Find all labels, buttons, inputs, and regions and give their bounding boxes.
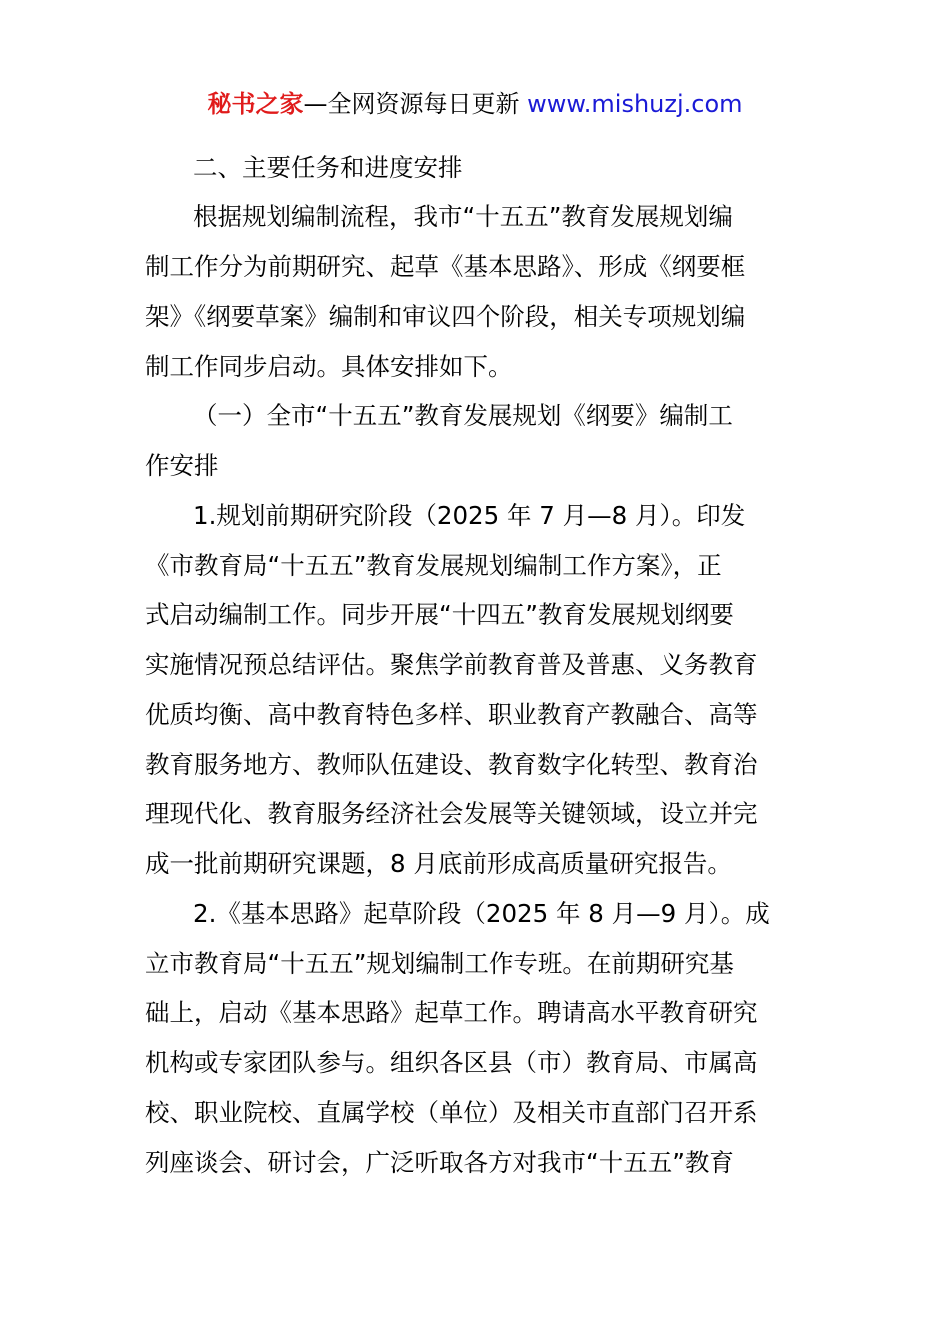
paragraph-line: 《市教育局“十五五”教育发展规划编制工作方案》，正 [145, 551, 722, 580]
section-heading: 二、主要任务和进度安排 [193, 153, 463, 182]
paragraph-line: 制工作同步启动。具体安排如下。 [145, 352, 513, 381]
site-tagline: —全网资源每日更新 [303, 90, 528, 118]
site-url-link[interactable]: www.mishuzj.com [527, 90, 743, 118]
paragraph-line: 式启动编制工作。同步开展“十四五”教育发展规划纲要 [145, 600, 734, 629]
paragraph-line: 2.《基本思路》起草阶段（2025 年 8 月—9 月）。成 [193, 899, 770, 928]
subsection-heading: （一）全市“十五五”教育发展规划《纲要》编制工 [193, 401, 733, 430]
paragraph-line: 1.规划前期研究阶段（2025 年 7 月—8 月）。印发 [193, 501, 746, 530]
paragraph-line: 成一批前期研究课题，8 月底前形成高质量研究报告。 [145, 849, 732, 878]
subsection-heading-continued: 作安排 [145, 451, 219, 480]
paragraph-line: 教育服务地方、教师队伍建设、教育数字化转型、教育治 [145, 750, 758, 779]
paragraph-line: 立市教育局“十五五”规划编制工作专班。在前期研究基 [145, 949, 734, 978]
site-brand: 秘书之家 [207, 90, 304, 118]
paragraph-line: 实施情况预总结评估。聚焦学前教育普及普惠、义务教育 [145, 650, 758, 679]
paragraph-line: 制工作分为前期研究、起草《基本思路》、形成《纲要框 [145, 252, 746, 281]
paragraph-line: 理现代化、教育服务经济社会发展等关键领域，设立并完 [145, 799, 758, 828]
paragraph-line: 优质均衡、高中教育特色多样、职业教育产教融合、高等 [145, 700, 758, 729]
paragraph-line: 列座谈会、研讨会，广泛听取各方对我市“十五五”教育 [145, 1148, 734, 1177]
site-header [0, 86, 950, 122]
paragraph-line: 机构或专家团队参与。组织各区县（市）教育局、市属高 [145, 1048, 758, 1077]
paragraph-line: 架》《纲要草案》编制和审议四个阶段，相关专项规划编 [145, 302, 746, 331]
paragraph-line: 校、职业院校、直属学校（单位）及相关市直部门召开系 [145, 1098, 758, 1127]
paragraph-line: 根据规划编制流程，我市“十五五”教育发展规划编 [193, 202, 733, 231]
paragraph-line: 础上，启动《基本思路》起草工作。聘请高水平教育研究 [145, 998, 758, 1027]
